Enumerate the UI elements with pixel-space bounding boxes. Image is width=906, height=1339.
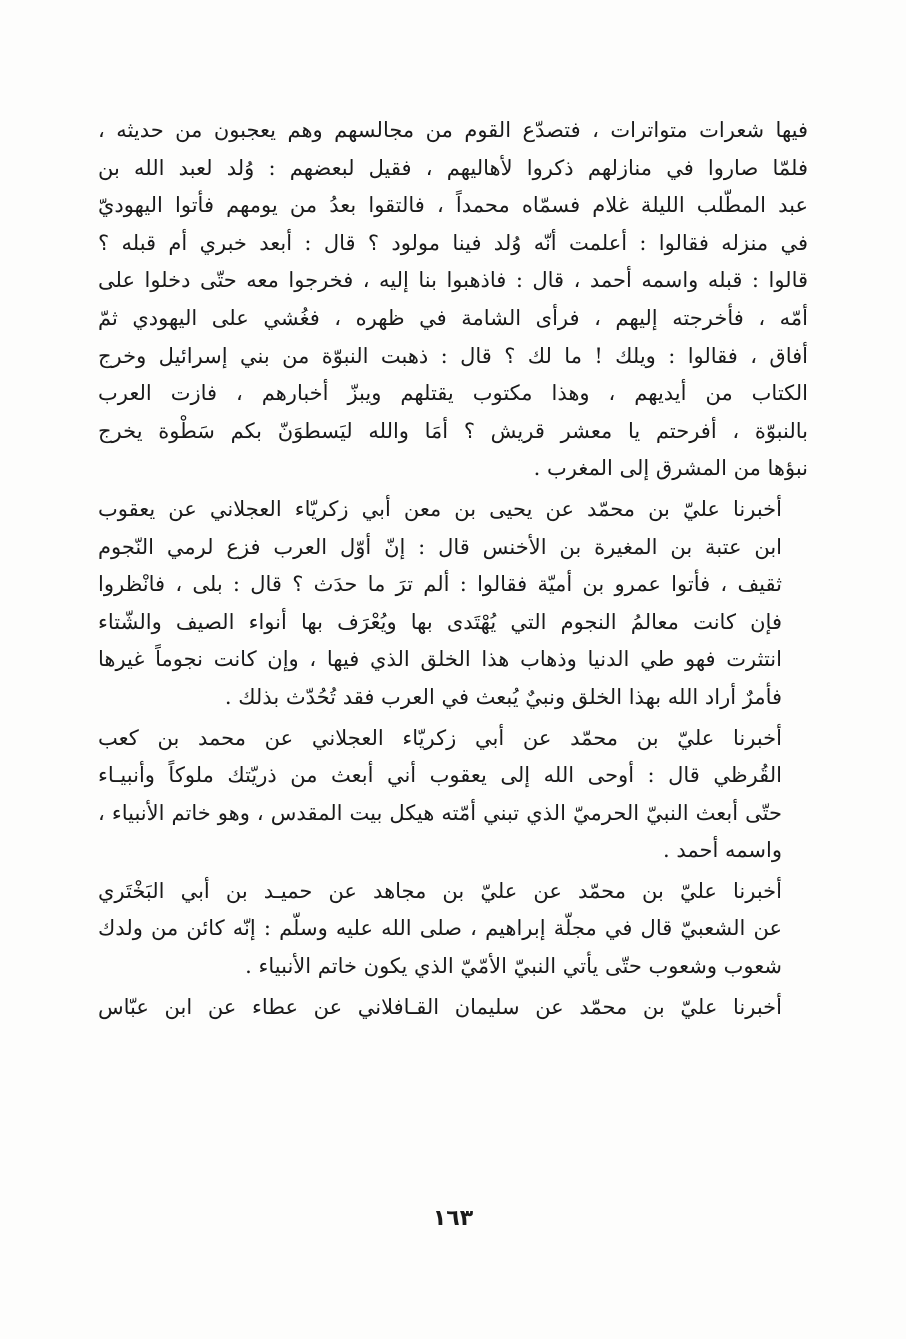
text-line: عن الشعبيّ قال في مجلّة إبراهيم ، صلى الله عليه وسلّم : إنّه كائن من ولدك	[98, 916, 782, 941]
text-line: قالوا : قبله واسمه أحمد ، قال : فاذهبوا بنا إليه ، فخرجوا معه حتّى دخلوا على	[98, 268, 808, 293]
body-text	[98, 112, 808, 1026]
text-line: أخبرنا عليّ بن محمّد عن عليّ بن مجاهد عن حميـد بن أبي البَخْتَري	[98, 878, 782, 903]
text-line: شعوب وشعوب حتّى يأتي النبيّ الأمّيّ الذي يكون خاتم الأنبياء .	[245, 954, 782, 979]
text-line: بالنبوّة ، أفرحتم يا معشر قريش ؟ أمَا والله ليَسطوَنّ بكم سَطْوة يخرج	[98, 418, 808, 443]
text-line: أمّه ، فأخرجته إليهم ، فرأى الشامة في ظهره ، فغُشي على اليهودي ثمّ	[98, 305, 808, 330]
page-number: ١٦٣	[432, 1206, 474, 1231]
text-line: ابن عتبة بن المغيرة بن الأخنس قال : إنّ أوّل العرب فزع لرمي النّجوم	[98, 534, 782, 559]
text-line: حتّى أبعث النبيّ الحرميّ الذي تبني أمّته هيكل بيت المقدس ، وهو خاتم الأنبياء ،	[98, 800, 782, 825]
text-line: فأمرٌ أراد الله بهذا الخلق ونبيٌ يُبعث في العرب فقد تُحُدّث بذلك .	[224, 684, 782, 709]
paragraph-4	[98, 873, 808, 986]
text-line: أخبرنا عليّ بن محمّد عن أبي زكريّاء العجلاني عن محمد بن كعب	[98, 725, 782, 750]
text-line: ثقيف ، فأتوا عمرو بن أميّة فقالوا : ألم ترَ ما حدَث ؟ قال : بلى ، فانْظروا	[98, 572, 782, 597]
text-line: الكتاب من أيديهم ، وهذا مكتوب يقتلهم ويبزّ أخبارهم ، فازت العرب	[98, 381, 808, 406]
text-line: عبد المطّلب الليلة غلام فسمّاه محمداً ، فالتقوا بعدُ من يومهم فأتوا اليهوديّ	[98, 193, 808, 218]
text-line: نبؤها من المشرق إلى المغرب .	[533, 456, 808, 481]
text-line: أخبرنا عليّ بن محمّد عن يحيى بن معن أبي زكريّاء العجلاني عن يعقوب	[98, 496, 782, 521]
text-line: في منزله فقالوا : أعلمت أنّه وُلد فينا مولود ؟ قال : أبعد خبري أم قبله ؟	[98, 230, 808, 255]
text-line: انتثرت فهو طي الدنيا وذهاب هذا الخلق الذي فيها ، وإن كانت نجوماً غيرها	[98, 647, 782, 672]
text-line: فإن كانت معالمُ النجوم التي يُهْتَدى بها ويُعْرَف بها أنواء الصيف والشّتاء	[98, 609, 782, 634]
text-line: فيها شعرات متواترات ، فتصدّع القوم من مجالسهم وهم يعجبون من حديثه ،	[98, 118, 808, 142]
text-line: أفاق ، فقالوا : ويلك ! ما لك ؟ قال : ذهبت النبوّة من بني إسرائيل وخرج	[98, 343, 808, 368]
paragraph-3	[98, 720, 808, 870]
text-line: فلمّا صاروا في منازلهم ذكروا لأهاليهم ، فقيل لبعضهم : وُلد لعبد الله بن	[98, 155, 808, 180]
text-line: واسمه أحمد .	[663, 838, 782, 863]
text-line: القُرظي قال : أوحى الله إلى يعقوب أني أبعث من ذريّتك ملوكاً وأنبيـاء	[98, 763, 782, 788]
paragraph-2	[98, 491, 808, 717]
text-line: أخبرنا عليّ بن محمّد عن سليمان القـافلاني عن عطاء عن ابن عبّاس	[98, 994, 782, 1019]
paragraph-5	[98, 989, 808, 1027]
paragraph-1	[98, 112, 808, 488]
